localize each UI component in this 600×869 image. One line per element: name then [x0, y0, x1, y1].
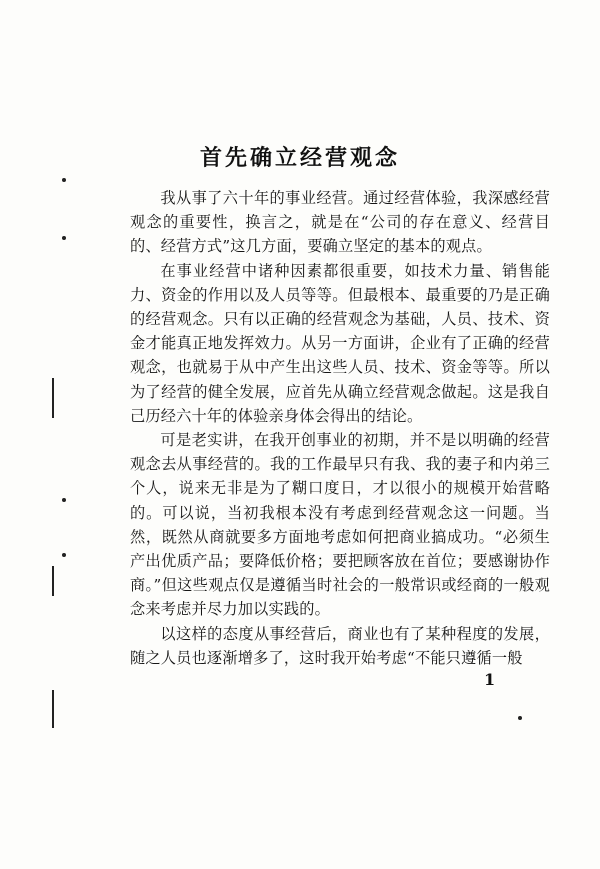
scan-edge-line [52, 566, 54, 596]
paragraph: 在事业经营中诸种因素都很重要，如技术力量、销售能力、资金的作用以及人员等等。但最根本、最重要的乃是正确的经营观念。只有以正确的经营观念为基础，人员、技术、资金才能真正地发挥效力。从另一方面讲，企业有了正确的经营观念，也就易于从中产生出这些人员、技术、资金等等。所以为了经营的健全发展，应首先从确立经营观念做起。这是我自己历经六十年的体验亲身体会得出的结论。 [130, 261, 550, 425]
paragraph: 以这样的态度从事经营后，商业也有了某种程度的发展，随之人员也逐渐增多了，这时我开始考虑“不能只遵循一般 [130, 624, 550, 667]
paragraph: 可是老实讲，在我开创事业的初期，并不是以明确的经营观念去从事经营的。我的工作最早只有我、我的妻子和内弟三个人，说来无非是为了糊口度日，才以很小的规模开始营略的。可以说，当初我根本没有考虑到经营观念这一问题。当然，既然从商就要多方面地考虑如何把商业搞成功。“必须生产出优质产品；要降低价格；要把顾客放在首位；要感谢协作商。”但这些观点仅是遵循当时社会的一般常识或经商的一般观念来考虑并尽力加以实践的。 [130, 431, 550, 619]
scan-speck [62, 498, 66, 502]
body-text [130, 186, 550, 670]
page-number: 1 [484, 670, 496, 689]
scan-edge-line [52, 378, 54, 418]
scan-speck [62, 553, 66, 557]
page-title: 首先确立经营观念 [199, 144, 400, 171]
scan-speck [62, 178, 66, 182]
scan-speck [518, 716, 522, 720]
paragraph: 我从事了六十年的事业经营。通过经营体验，我深感经营观念的重要性，换言之，就是在“公司的存在意义、经营目的、经营方式”这几方面，要确立坚定的基本的观点。 [130, 189, 550, 256]
scan-speck [62, 236, 66, 240]
scan-edge-line [52, 690, 54, 728]
